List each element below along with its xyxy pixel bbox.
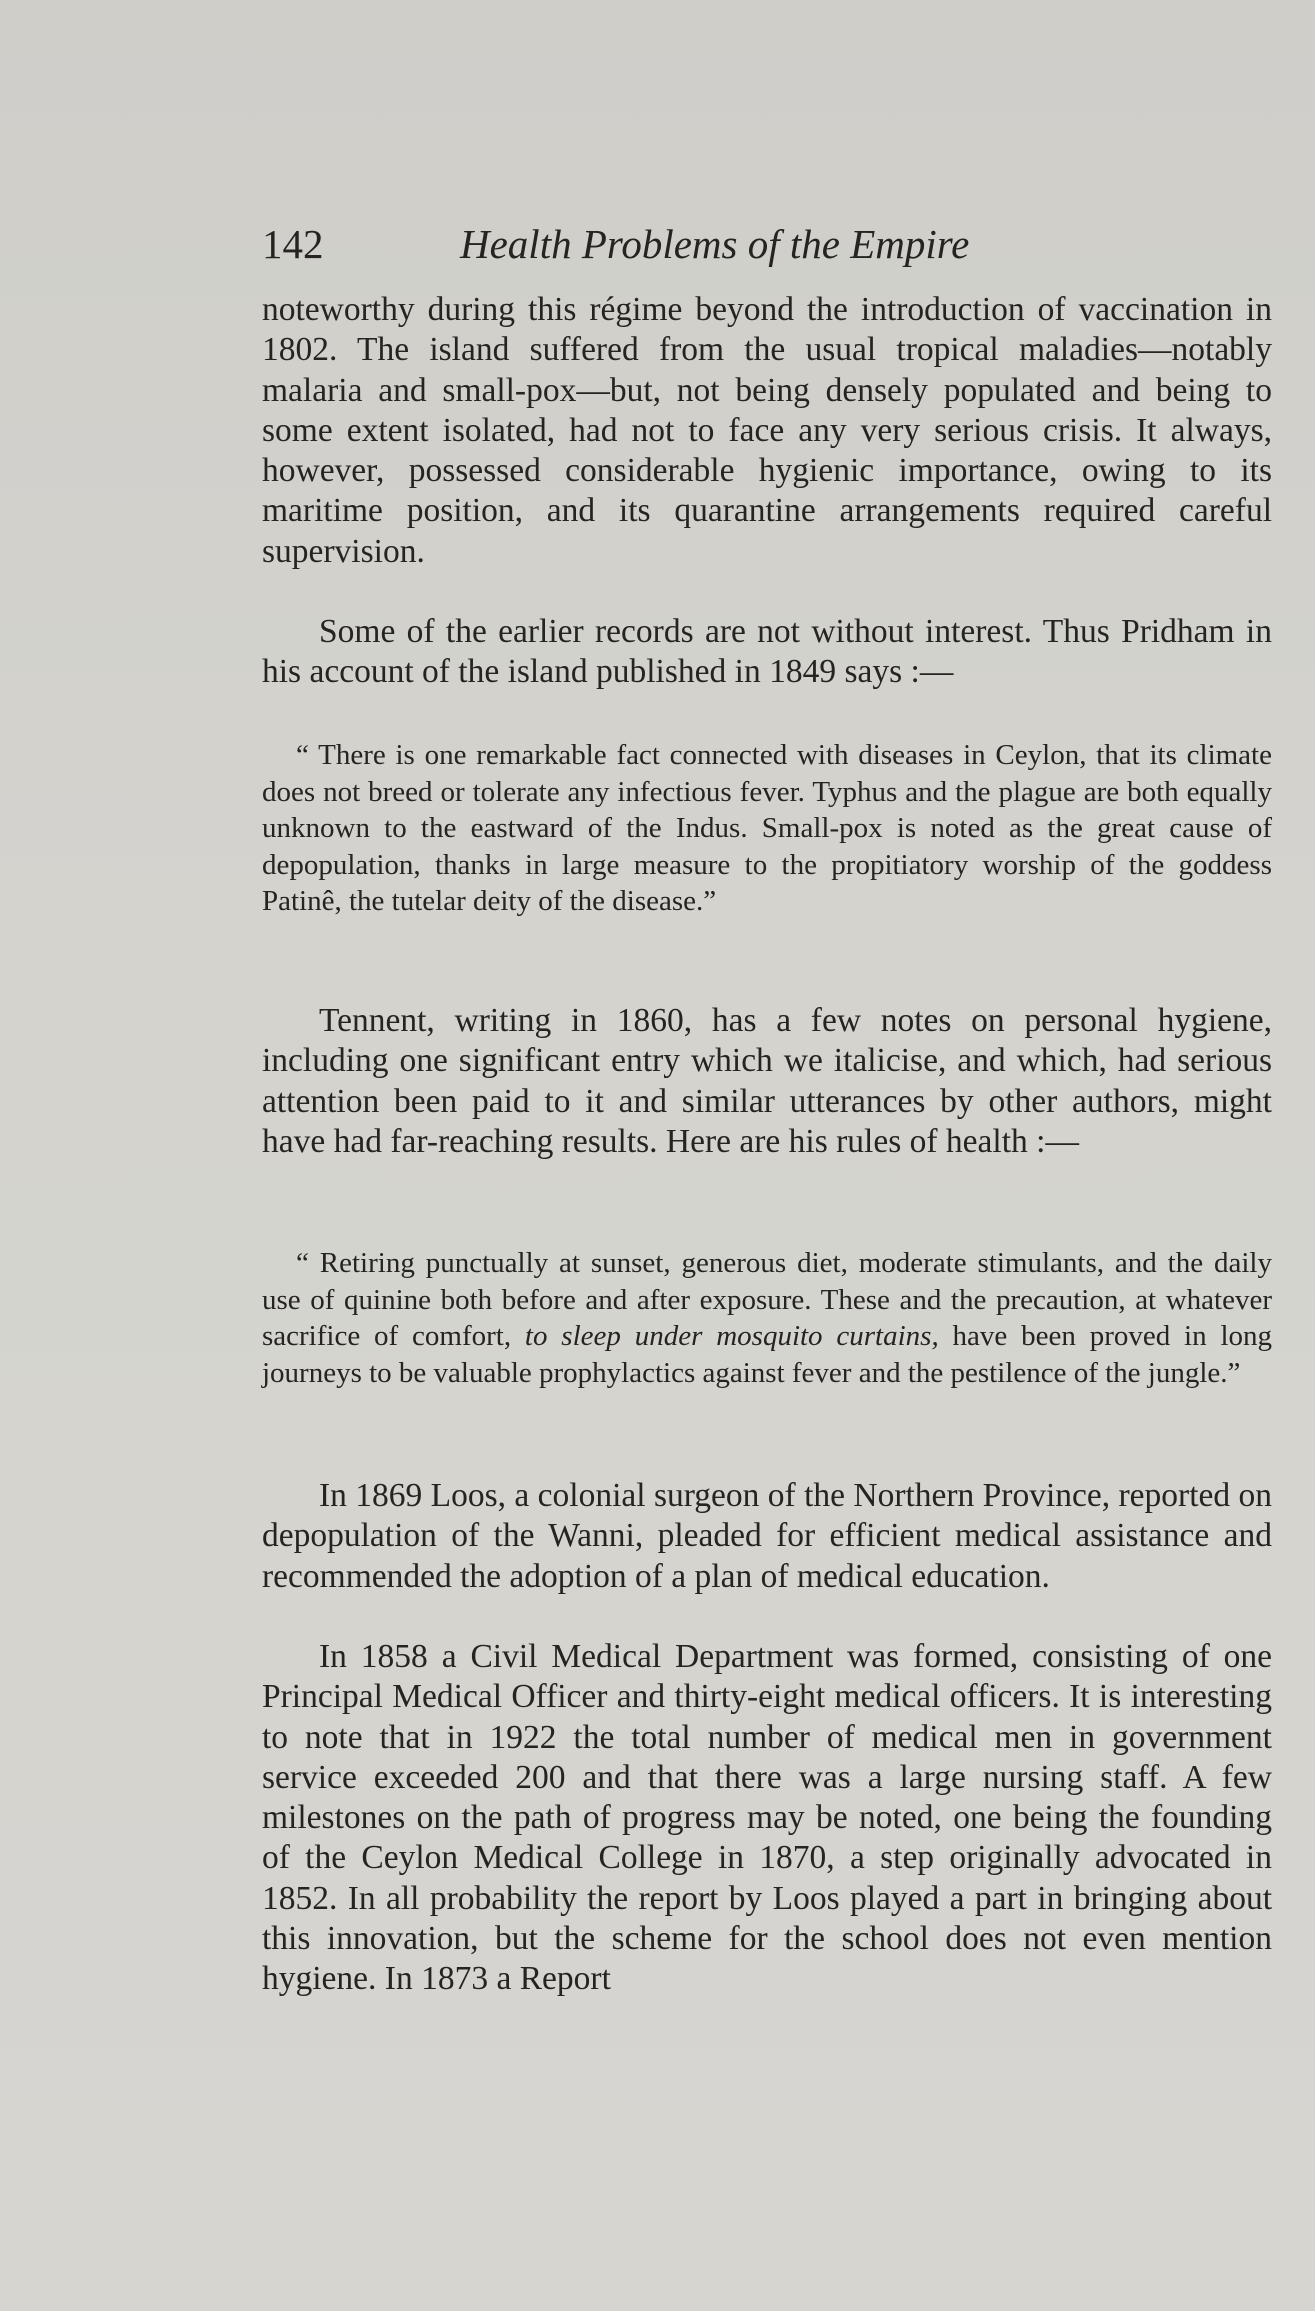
quote-tennent-end: have been proved in long journeys to be valuable prophylactics against fever and the pestilence of the jungle.” (262, 1320, 1273, 1389)
quote-tennent-italic: to sleep under mosquito curtains, (524, 1320, 939, 1353)
paragraph-3-block (262, 1001, 1272, 1162)
paragraph-4: In 1869 Loos, a colonial surgeon of the Northern Province, reported on depopulation of the Wanni, pleaded for efficient medical assistance and recommended the adoption of a plan of medical education. (262, 1477, 1272, 1595)
page-number: 142 (262, 221, 324, 267)
paragraph-4-block (262, 1476, 1272, 1597)
paragraph-3: Tennent, writing in 1860, has a few notes on personal hygiene, including one significant entry which we italicise, and which, had serious attention been paid to it and similar utterances by other authors, might have had far-reaching results. Here are his rules of health :— (262, 1002, 1272, 1160)
paragraph-5-block (262, 1637, 1272, 2000)
page-header (262, 214, 1274, 274)
paragraph-2: Some of the earlier records are not without interest. Thus Pridham in his account of the island published in 1849 says :— (262, 613, 1272, 691)
quote-tennent (262, 1245, 1272, 1391)
quote-pridham: “ There is one remarkable fact connected with diseases in Ceylon, that its climate does not breed or tolerate any infectious fever. Typhus and the plague are both equally unknown to the eastward of the Indus. Small-pox is noted as the great cause of depopulation, thanks in large measure to the propitiatory worship of the goddess Patinê, the tutelar deity of the disease.” (262, 739, 1272, 918)
paragraph-1-block (262, 290, 1272, 572)
paragraph-1: noteworthy during this régime beyond the introduction of vaccination in 1802. The island suffered from the usual tropical maladies—notably malaria and small-pox—but, not being densely populated and being to some extent isolated, had not to face any very serious crisis. It always, however, possessed considerable hygienic importance, owing to its maritime position, and its quarantine arrangements required careful supervision. (262, 291, 1272, 570)
paragraph-5: In 1858 a Civil Medical Department was formed, consisting of one Principal Medical Officer and thirty-eight medical officers. It is interesting to note that in 1922 the total number of medical men in government service exceeded 200 and that there was a large nursing staff. A few milestones on the path of progress may be noted, one being the founding of the Ceylon Medical College in 1870, a step originally advocated in 1852. In all probability the report by Loos played a part in bringing about this innovation, but the scheme for the school does not even mention hygiene. In 1873 a Report (262, 1638, 1272, 1998)
paragraph-2-block (262, 612, 1272, 693)
running-title: Health Problems of the Empire (460, 221, 970, 267)
quote-tennent-start: “ Retiring punctually at sunset, generous diet, moderate stimulants, and the daily use of quinine both before and after exposure. These and the precaution, at whatever sacrifice of comfort, (262, 1247, 1272, 1353)
